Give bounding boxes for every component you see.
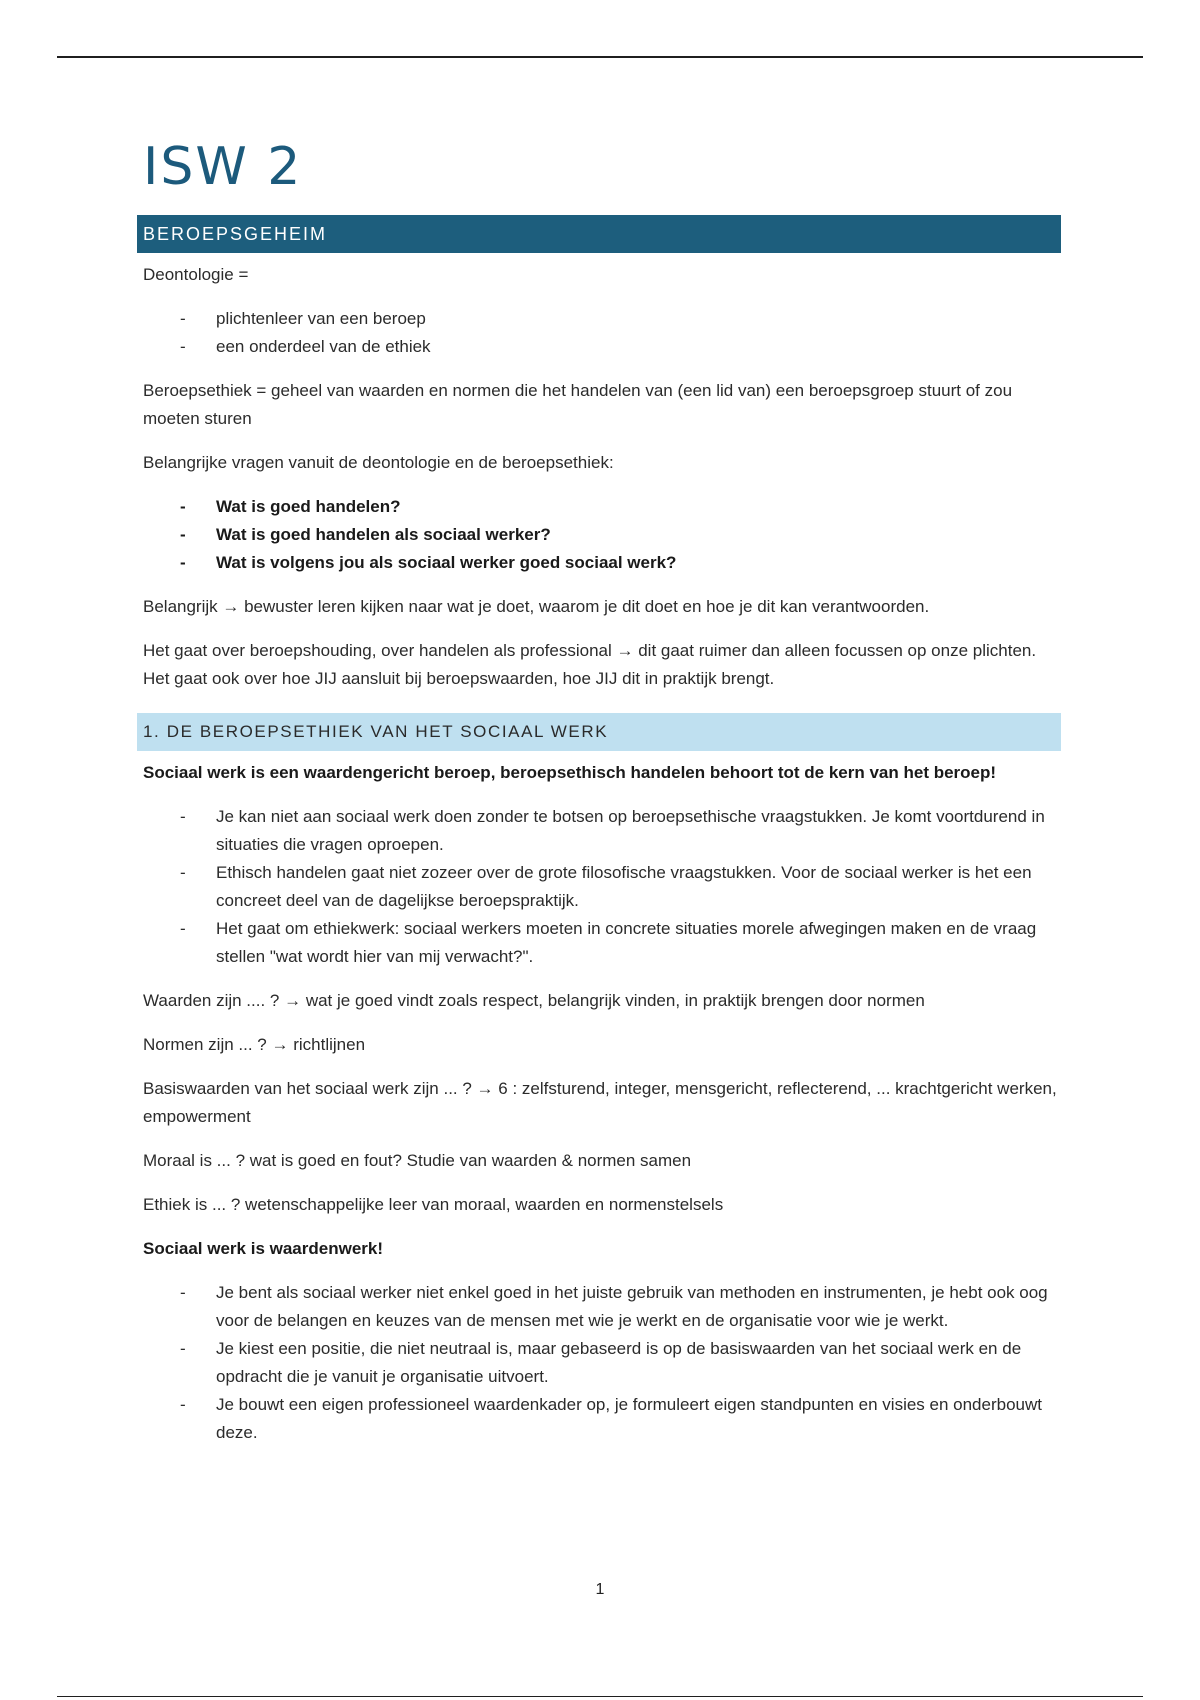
document-title: ISW 2 <box>143 137 303 197</box>
bullet-dash: - <box>180 1338 186 1358</box>
bullet-dash: - <box>180 524 186 544</box>
bullet-dash: - <box>180 918 186 938</box>
list-item: - Wat is goed handelen als sociaal werker? <box>143 521 1061 549</box>
belangrijk-paragraph: Belangrijk → bewuster leren kijken naar wat je doet, waarom je dit doet en hoe je dit kan verantwoorden. <box>143 596 930 616</box>
bullet-dash: - <box>180 862 186 882</box>
list-item: - Je bouwt een eigen professioneel waardenkader op, je formuleert eigen standpunten en visies en onderbouwt deze. <box>143 1391 1061 1447</box>
footer-rule <box>57 1696 1143 1697</box>
bullet-dash: - <box>180 1394 186 1414</box>
bullet-dash: - <box>180 1282 186 1302</box>
vragen-intro: Belangrijke vragen vanuit de deontologie en de beroepsethiek: <box>143 452 614 472</box>
waarden-paragraph: Waarden zijn .... ? → wat je goed vindt zoals respect, belangrijk vinden, in praktijk brengen door normen <box>143 990 925 1010</box>
deontologie-label: Deontologie = <box>143 264 249 284</box>
list-item: - een onderdeel van de ethiek <box>143 333 1061 361</box>
list-item: - plichtenleer van een beroep <box>143 305 1061 333</box>
list-item: - Het gaat om ethiekwerk: sociaal werkers moeten in concrete situaties morele afwegingen maken en de vraag stellen "wat wordt hier van mij verwacht?". <box>143 915 1061 971</box>
moraal-paragraph: Moraal is ... ? wat is goed en fout? Studie van waarden & normen samen <box>143 1150 692 1170</box>
waardenwerk-statement: Sociaal werk is waardenwerk! <box>143 1238 384 1258</box>
bullet-dash: - <box>180 496 186 516</box>
beroepshouding-paragraph: Het gaat over beroepshouding, over handelen als professional → dit gaat ruimer dan alleen focussen op onze plichten. Het gaat ook over hoe JIJ aansluit bij beroepswaarden, hoe JIJ dit in praktijk brengt. <box>143 640 1037 688</box>
document-page <box>143 137 1061 1447</box>
list-item: - Je kan niet aan sociaal werk doen zonder te botsen op beroepsethische vraagstukken. Je komt voortdurend in situaties die vragen oproepen. <box>143 803 1061 859</box>
deontologie-list <box>143 305 1061 361</box>
header-rule <box>57 56 1143 58</box>
heading-beroepsgeheim: BEROEPSGEHEIM <box>137 215 1061 253</box>
page-number: 1 <box>595 1581 605 1598</box>
bullet-dash: - <box>180 806 186 826</box>
list-item: - Ethisch handelen gaat niet zozeer over de grote filosofische vraagstukken. Voor de sociaal werker is het een concreet deel van de dagelijkse beroepspraktijk. <box>143 859 1061 915</box>
ethiek-paragraph: Ethiek is ... ? wetenschappelijke leer van moraal, waarden en normenstelsels <box>143 1194 724 1214</box>
beroepsethiek-definition: Beroepsethiek = geheel van waarden en normen die het handelen van (een lid van) een beroepsgroep stuurt of zou moeten sturen <box>143 380 1013 428</box>
basiswaarden-paragraph: Basiswaarden van het sociaal werk zijn ... ? → 6 : zelfsturend, integer, mensgericht, reflecterend, ... krachtgericht werken, empowerment <box>143 1078 1057 1126</box>
waardenwerk-list <box>143 1279 1061 1447</box>
bullet-dash: - <box>180 552 186 572</box>
list-item: - Je bent als sociaal werker niet enkel goed in het juiste gebruik van methoden en instrumenten, je hebt ook oog voor de belangen en keuzes van de mensen met wie je werkt en de organisatie voor wie je werkt. <box>143 1279 1061 1335</box>
vragen-list <box>143 493 1061 577</box>
bullet-dash: - <box>180 308 186 328</box>
list-item: - Wat is volgens jou als sociaal werker goed sociaal werk? <box>143 549 1061 577</box>
bullet-dash: - <box>180 336 186 356</box>
kern-list <box>143 803 1061 971</box>
list-item: - Wat is goed handelen? <box>143 493 1061 521</box>
list-item: - Je kiest een positie, die niet neutraal is, maar gebaseerd is op de basiswaarden van het sociaal werk en de opdracht die je vanuit je organisatie uitvoert. <box>143 1335 1061 1391</box>
heading-beroepsethiek: 1. DE BEROEPSETHIEK VAN HET SOCIAAL WERK <box>137 713 1061 751</box>
normen-paragraph: Normen zijn ... ? → richtlijnen <box>143 1034 366 1054</box>
kern-statement: Sociaal werk is een waardengericht beroep, beroepsethisch handelen behoort tot de kern van het beroep! <box>143 762 997 782</box>
